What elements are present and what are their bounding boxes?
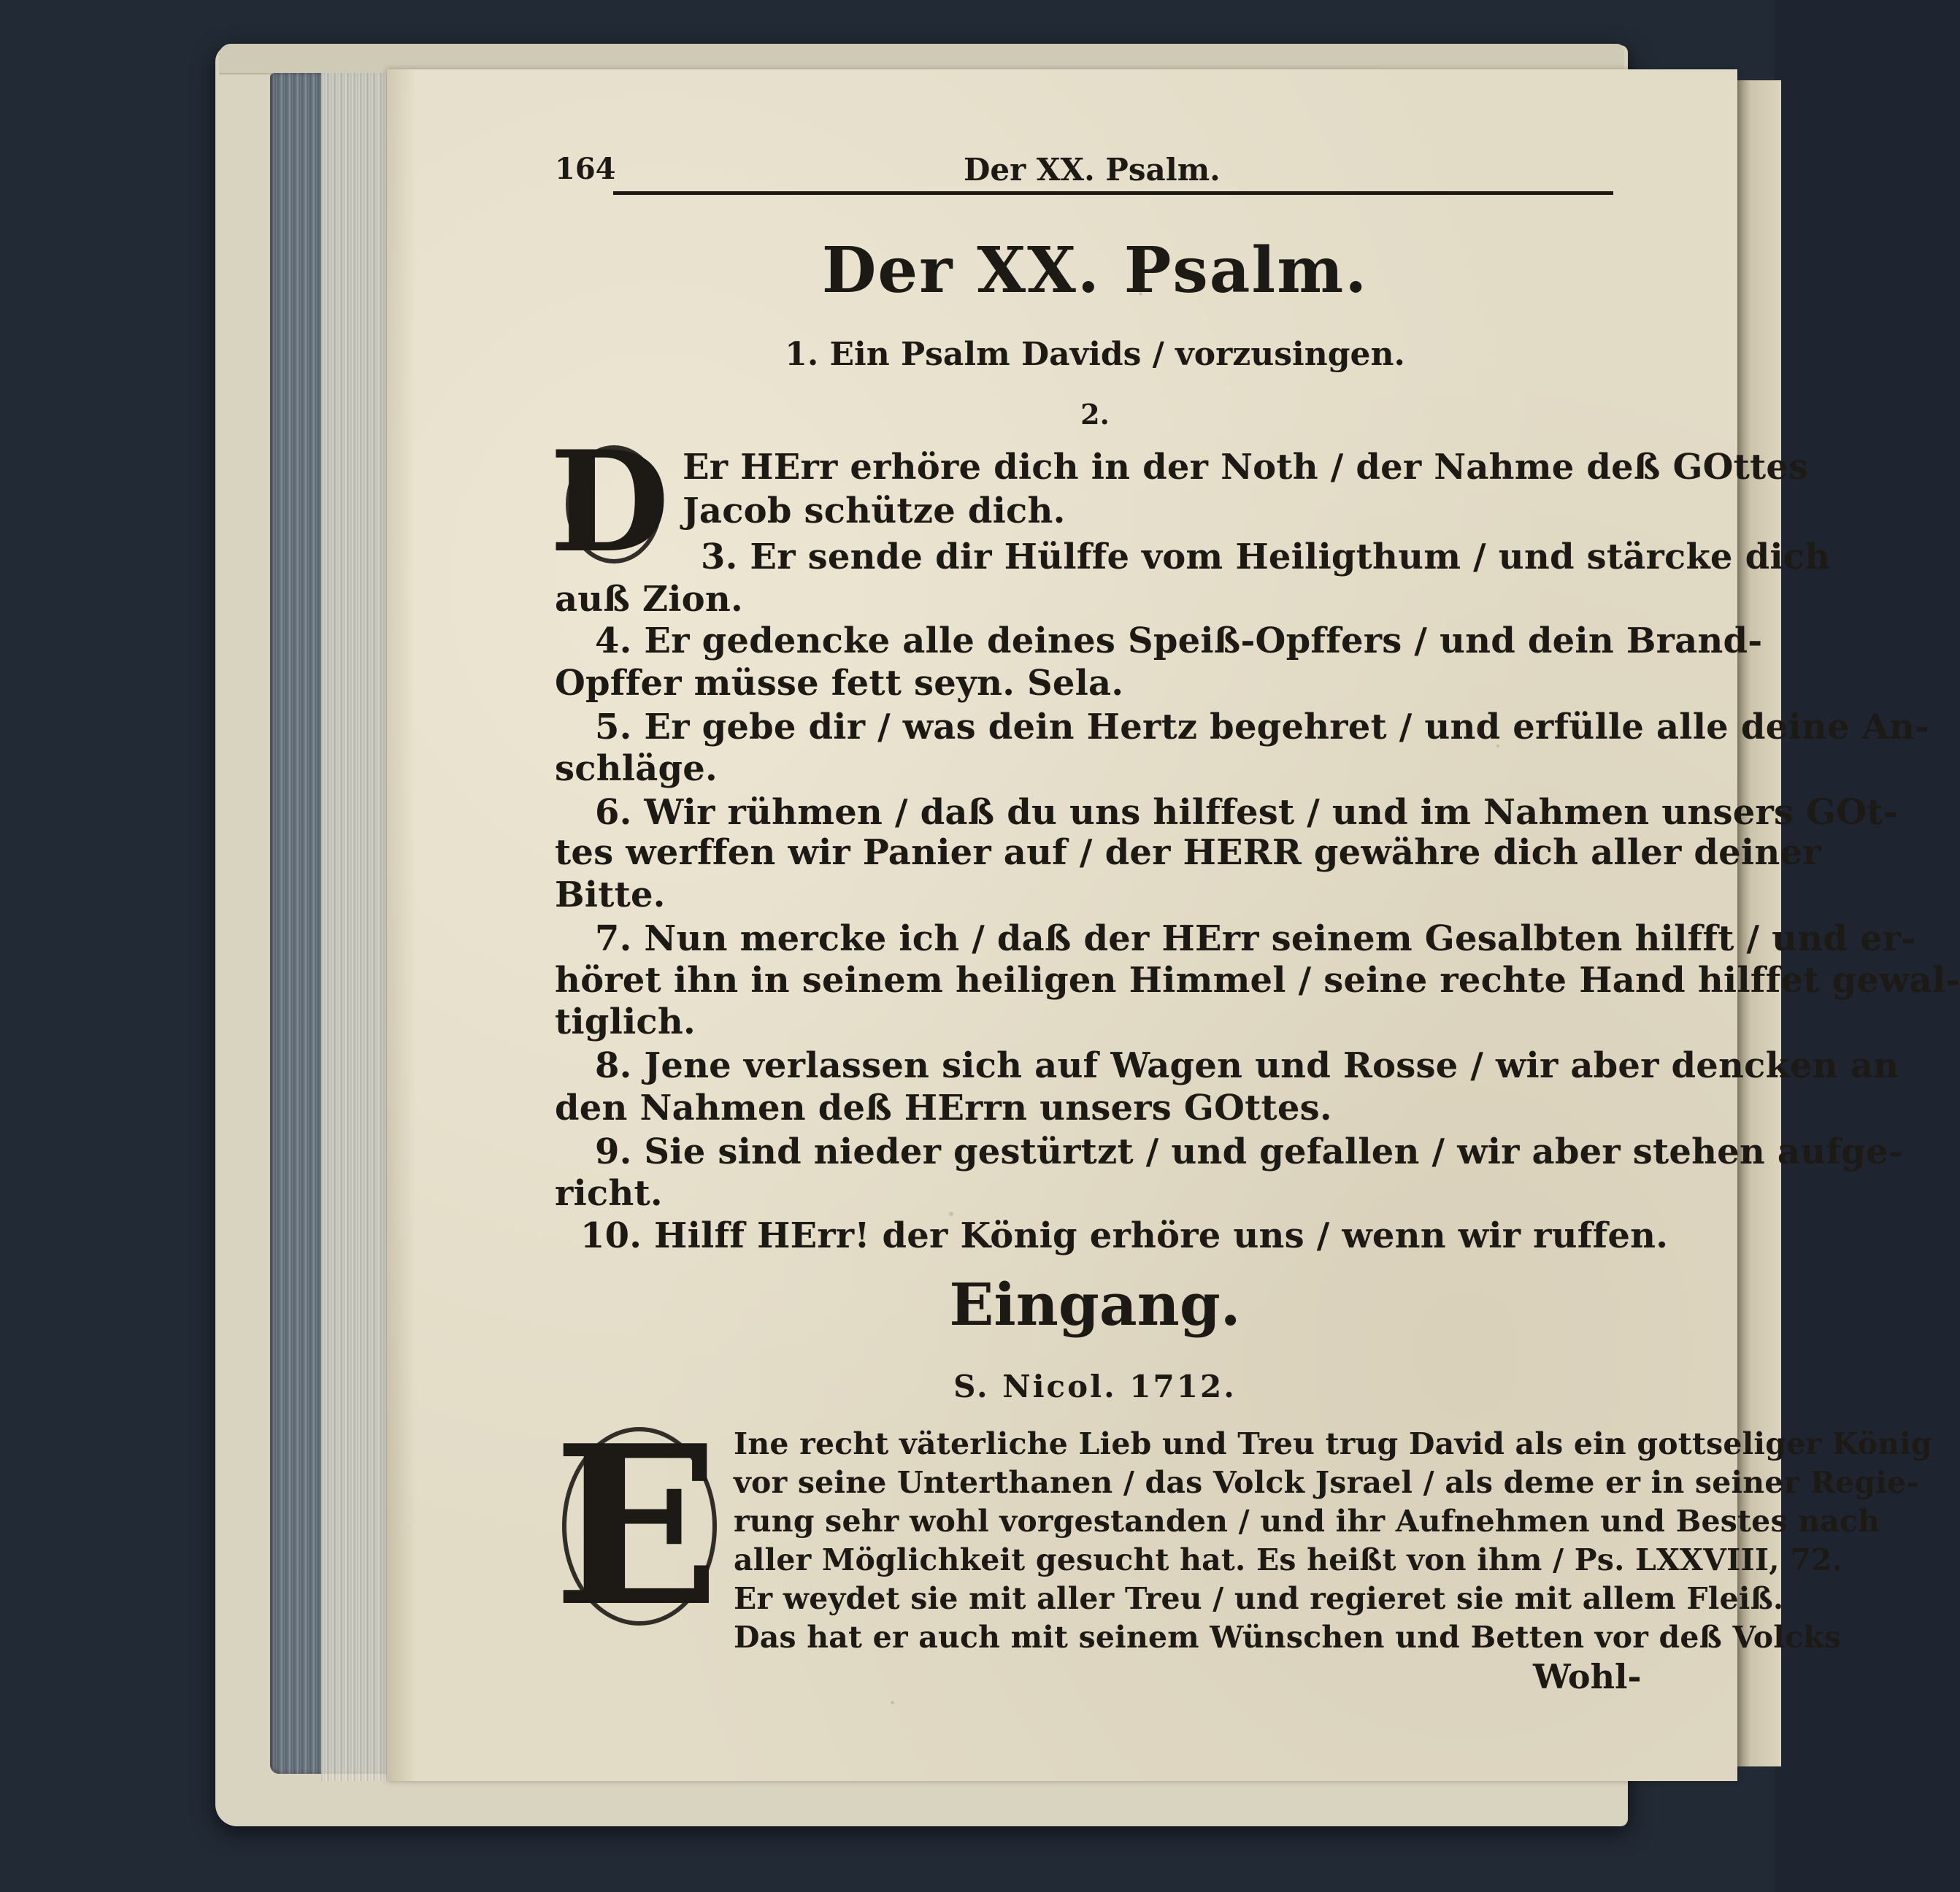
psalm-line: Opffer müsse fett seyn. Sela. (555, 663, 1124, 704)
psalm-line: richt. (555, 1173, 663, 1214)
psalm-subtitle: 1. Ein Psalm Davids / vorzusingen. (785, 336, 1405, 373)
dropcap-letter: D (549, 420, 670, 583)
psalm-line: tiglich. (555, 1001, 696, 1042)
eingang-line: aller Möglichkeit gesucht hat. Es heißt von ihm / Ps. LXXVIII, 72. (734, 1542, 1843, 1577)
psalm-line: Jacob schütze dich. (683, 491, 1066, 531)
psalm-line: 10. Hilff HErr! der König erhöre uns / wenn wir ruffen. (580, 1215, 1669, 1256)
eingang-line: vor seine Unterthanen / das Volck Jsrael / als deme er in seiner Regie- (734, 1465, 1919, 1500)
psalm-line: schläge. (555, 748, 718, 789)
psalm-line: 3. Er sende dir Hülffe vom Heiligthum / und stärcke dich (701, 537, 1831, 577)
eingang-line: Er weydet sie mit aller Treu / und regieret sie mit allem Fleiß. (734, 1581, 1784, 1616)
eingang-line: Ine recht väterliche Lieb und Treu trug David als ein gottseliger König (734, 1426, 1932, 1461)
catchword: Wohl- (1533, 1657, 1642, 1696)
psalm-line: den Nahmen deß HErrn unsers GOttes. (555, 1088, 1332, 1128)
dropcap-ornament-icon (566, 445, 662, 564)
psalm-line: 7. Nun mercke ich / daß der HErr seinem Gesalbten hilfft / und er- (595, 918, 1916, 959)
psalm-line: auß Zion. (555, 579, 743, 620)
psalm-line: 9. Sie sind nieder gestürtzt / und gefallen / wir aber stehen aufge- (595, 1131, 1903, 1172)
page-number: 164 (555, 152, 616, 186)
dropcap-ornament-icon (562, 1427, 717, 1626)
psalm-line: tes werffen wir Panier auf / der HERR gewähre dich aller deiner (555, 832, 1821, 873)
psalm-line: 6. Wir rühmen / daß du uns hilffest / und im Nahmen unsers GOt- (595, 792, 1898, 833)
verse-number: 2. (1080, 398, 1110, 431)
section-source: S. Nicol. 1712. (953, 1369, 1237, 1404)
psalm-line: 8. Jene verlassen sich auf Wagen und Rosse / wir aber dencken an (595, 1045, 1899, 1086)
eingang-line: rung sehr wohl vorgestanden / und ihr Aufnehmen und Bestes nach (734, 1504, 1880, 1539)
page-edges-light (321, 73, 394, 1781)
head-rule (613, 191, 1613, 195)
psalm-line: Bitte. (555, 874, 666, 915)
psalm-title: Der XX. Psalm. (821, 234, 1369, 307)
paper-speck (891, 1701, 894, 1704)
psalm-line: 5. Er gebe dir / was dein Hertz begehret / und erfülle alle deine An- (595, 707, 1930, 747)
dropcap-letter: E (553, 1396, 720, 1655)
psalm-line: höret ihn in seinem heiligen Himmel / seine rechte Hand hilffet gewal- (555, 960, 1960, 1001)
running-title: Der XX. Psalm. (964, 152, 1221, 188)
section-title: Eingang. (949, 1270, 1241, 1339)
eingang-line: Das hat er auch mit seinem Wünschen und Betten vor deß Volcks (734, 1620, 1842, 1655)
running-head (555, 146, 1621, 197)
psalm-line: 4. Er gedencke alle deines Speiß-Opffers / und dein Brand- (595, 620, 1763, 661)
psalm-line: Er HErr erhöre dich in der Noth / der Nahme deß GOttes (683, 447, 1809, 488)
